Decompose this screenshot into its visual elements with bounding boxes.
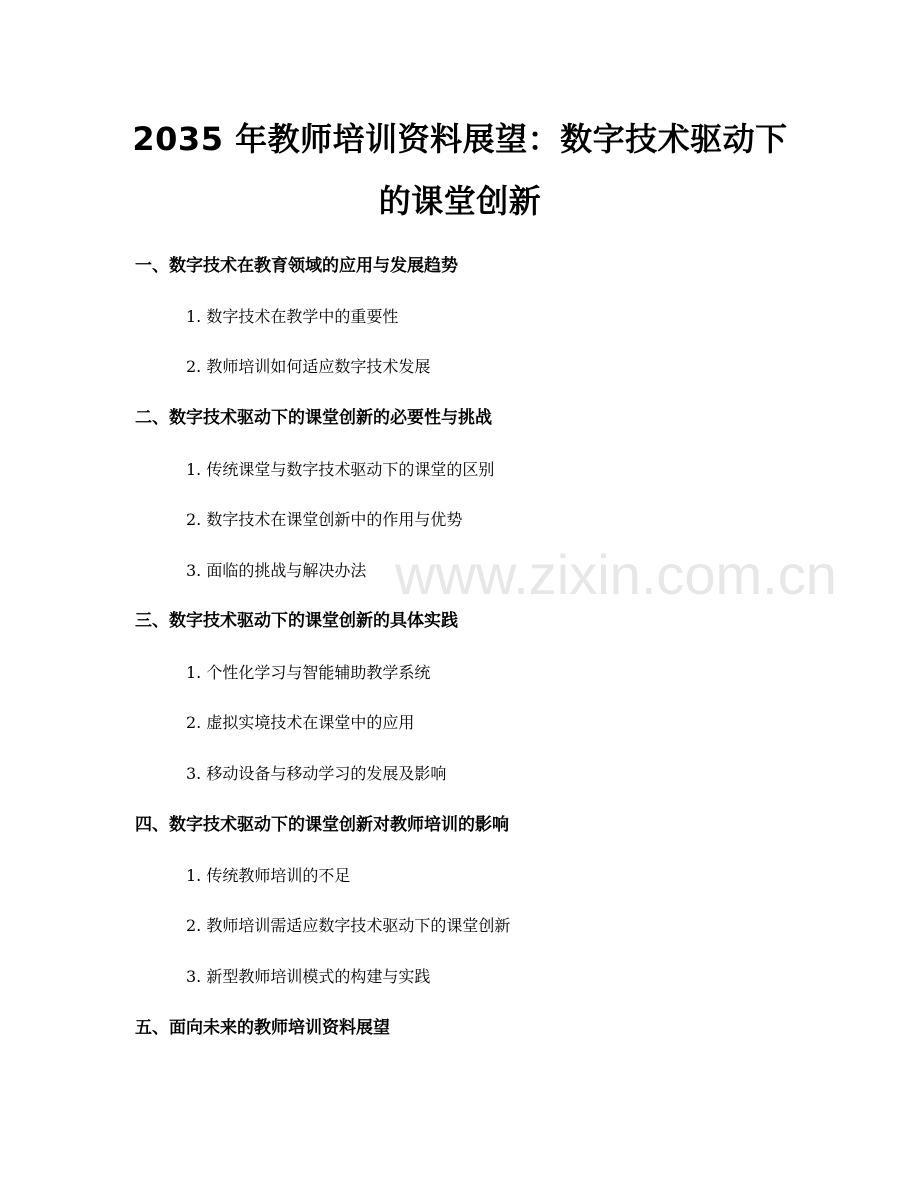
- outline-item: 1. 数字技术在教学中的重要性: [186, 307, 399, 326]
- outline-item: 3. 移动设备与移动学习的发展及影响: [186, 764, 447, 783]
- outline-item: 1. 传统课堂与数字技术驱动下的课堂的区别: [186, 460, 495, 479]
- outline-item: 2. 虚拟实境技术在课堂中的应用: [186, 713, 415, 732]
- outline-item: 3. 新型教师培训模式的构建与实践: [186, 967, 431, 986]
- document-title: 2035 年教师培训资料展望：数字技术驱动下的课堂创新: [132, 120, 788, 220]
- outline-item: 1. 传统教师培训的不足: [186, 866, 351, 885]
- outline-item: 1. 个性化学习与智能辅助教学系统: [186, 663, 431, 682]
- section-heading: 四、数字技术驱动下的课堂创新对教师培训的影响: [135, 815, 509, 835]
- watermark: www.zixin.com.cn: [395, 543, 837, 606]
- outline-item: 2. 数字技术在课堂创新中的作用与优势: [186, 510, 463, 529]
- section-heading: 二、数字技术驱动下的课堂创新的必要性与挑战: [135, 408, 492, 428]
- section-heading: 三、数字技术驱动下的课堂创新的具体实践: [135, 611, 458, 631]
- section-heading: 五、面向未来的教师培训资料展望: [135, 1018, 390, 1038]
- outline-item: 2. 教师培训如何适应数字技术发展: [186, 357, 431, 376]
- outline-item: 2. 教师培训需适应数字技术驱动下的课堂创新: [186, 916, 511, 935]
- section-heading: 一、数字技术在教育领域的应用与发展趋势: [135, 256, 458, 276]
- outline-item: 3. 面临的挑战与解决办法: [186, 561, 367, 580]
